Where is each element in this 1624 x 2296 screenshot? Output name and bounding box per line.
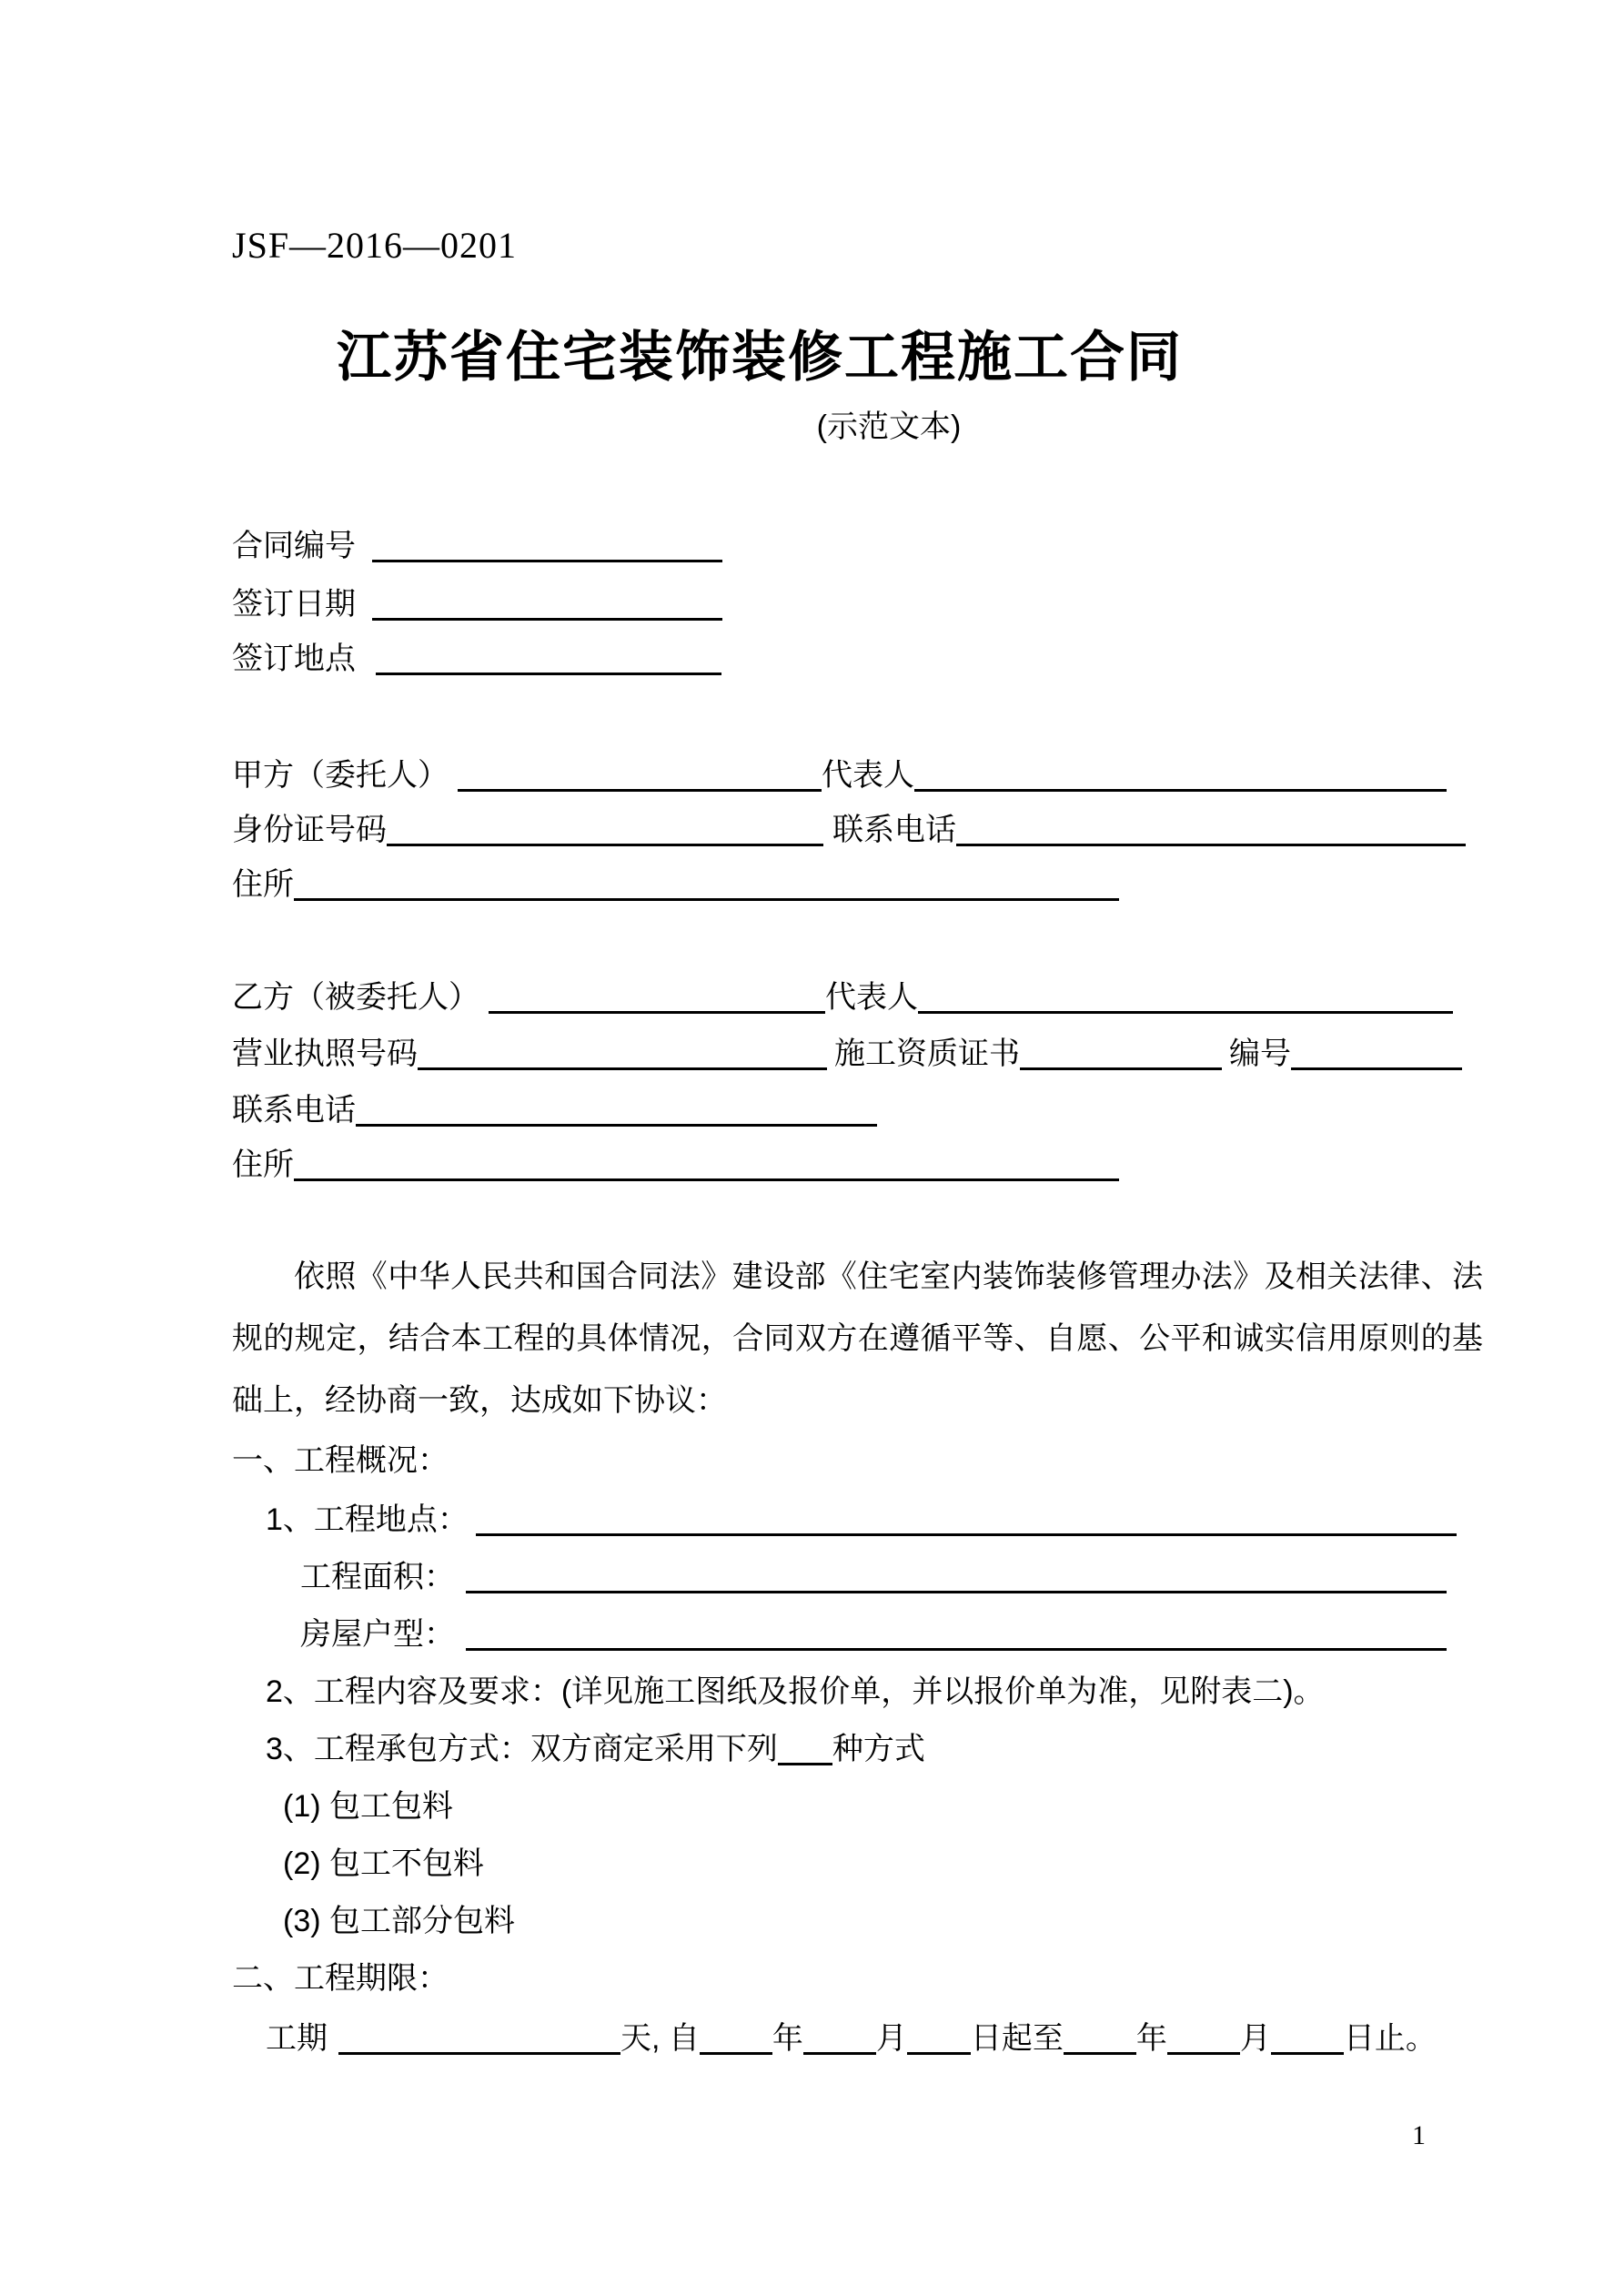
party-b-address-row xyxy=(232,1144,1119,1186)
duration-day-from: 天, 自 xyxy=(620,2021,700,2056)
preamble-paragraph xyxy=(232,1246,1483,1431)
page-number: 1 xyxy=(1412,2120,1426,2150)
duration-end: 日止。 xyxy=(1343,2021,1437,2056)
preamble-line-3: 础上，经协商一致，达成如下协议： xyxy=(232,1383,727,1418)
blank-party-b-name xyxy=(489,980,825,1014)
party-a-name-row xyxy=(232,754,1447,796)
party-b-name-row xyxy=(232,976,1453,1018)
blank-party-a-name xyxy=(458,758,822,792)
party-b-license-row xyxy=(232,1033,1462,1075)
doc-subtitle: (示范文本) xyxy=(816,410,962,444)
party-b-name-label: 乙方（被委托人） xyxy=(232,980,479,1015)
party-b-rep-label: 代表人 xyxy=(825,980,918,1015)
blank-start-year xyxy=(700,2021,772,2055)
project-area-label: 工程面积： xyxy=(300,1560,455,1594)
sign-date-label: 签订日期 xyxy=(232,587,356,622)
duration-month2: 月 xyxy=(1239,2021,1271,2056)
house-type-label: 房屋户型： xyxy=(300,1617,455,1652)
sign-place-row xyxy=(232,638,721,680)
party-b-phone-row xyxy=(232,1089,877,1131)
house-type-row xyxy=(300,1613,1447,1655)
project-location-row xyxy=(266,1499,1457,1541)
method-option-1: (1) 包工包料 xyxy=(283,1789,453,1824)
party-a-id-label: 身份证号码 xyxy=(232,813,387,847)
party-a-id-row xyxy=(232,809,1466,851)
party-b-cert-label: 施工资质证书 xyxy=(834,1037,1020,1071)
blank-sign-date xyxy=(372,587,722,621)
preamble-line-2: 规的规定，结合本工程的具体情况，合同双方在遵循平等、自愿、公平和诚实信用原则的基 xyxy=(232,1321,1483,1356)
blank-duration-days xyxy=(338,2021,620,2055)
preamble-line-1: 依照《中华人民共和国合同法》建设部《住宅室内装饰装修管理办法》及相关法律、法 xyxy=(294,1259,1483,1294)
method-option-2: (2) 包工不包料 xyxy=(283,1846,484,1881)
blank-end-month xyxy=(1167,2021,1240,2055)
party-a-rep-label: 代表人 xyxy=(822,758,914,793)
sign-date-row xyxy=(232,583,722,625)
party-b-license-label: 营业执照号码 xyxy=(232,1037,418,1071)
party-a-address-label: 住所 xyxy=(232,867,294,902)
blank-house-type xyxy=(466,1617,1447,1651)
blank-party-a-rep xyxy=(914,758,1447,792)
blank-start-month xyxy=(803,2021,876,2055)
blank-party-b-address xyxy=(294,1148,1119,1181)
doc-code: JSF—2016—0201 xyxy=(232,225,518,266)
blank-start-day xyxy=(907,2021,971,2055)
section1-heading: 一、工程概况： xyxy=(232,1443,449,1478)
blank-party-b-rep xyxy=(918,980,1453,1014)
blank-contract-method xyxy=(778,1732,832,1765)
project-area-row xyxy=(300,1556,1447,1598)
sign-place-label: 签订地点 xyxy=(232,642,356,676)
contract-method-prefix: 3、工程承包方式：双方商定采用下列 xyxy=(266,1732,778,1766)
blank-contract-no xyxy=(372,529,722,562)
project-location-label: 1、工程地点： xyxy=(266,1502,469,1537)
doc-title: 江苏省住宅装饰装修工程施工合同 xyxy=(337,327,1183,388)
blank-party-b-phone xyxy=(356,1093,877,1127)
contract-no-row xyxy=(232,525,722,567)
party-a-name-label: 甲方（委托人） xyxy=(232,758,449,793)
blank-end-day xyxy=(1271,2021,1344,2055)
party-b-phone-label: 联系电话 xyxy=(232,1093,356,1128)
method-option-3: (3) 包工部分包料 xyxy=(283,1904,515,1938)
duration-label: 工期 xyxy=(266,2021,328,2056)
section2-heading: 二、工程期限： xyxy=(232,1961,449,1996)
party-b-address-label: 住所 xyxy=(232,1148,294,1182)
blank-party-a-id xyxy=(387,813,823,846)
duration-start: 日起至 xyxy=(970,2021,1064,2056)
blank-project-area xyxy=(466,1560,1447,1593)
blank-party-b-license xyxy=(418,1037,827,1070)
contract-method-row xyxy=(266,1728,925,1770)
duration-row xyxy=(266,2018,1437,2059)
blank-party-a-address xyxy=(294,867,1119,901)
party-a-phone-label: 联系电话 xyxy=(832,813,956,847)
duration-year2: 年 xyxy=(1135,2021,1167,2056)
blank-party-b-cert xyxy=(1020,1037,1222,1070)
duration-month1: 月 xyxy=(875,2021,907,2056)
contract-no-label: 合同编号 xyxy=(232,529,356,563)
duration-year1: 年 xyxy=(772,2021,803,2056)
contract-method-suffix: 种方式 xyxy=(832,1732,925,1766)
blank-party-a-phone xyxy=(956,813,1466,846)
project-content-item: 2、工程内容及要求：(详见施工图纸及报价单，并以报价单为准，见附表二)。 xyxy=(266,1674,1325,1709)
blank-sign-place xyxy=(376,642,721,675)
blank-project-location xyxy=(476,1502,1457,1536)
blank-end-year xyxy=(1064,2021,1136,2055)
blank-party-b-cert-no xyxy=(1291,1037,1462,1070)
party-b-cert-no-label: 编号 xyxy=(1229,1037,1291,1071)
party-a-address-row xyxy=(232,864,1119,905)
